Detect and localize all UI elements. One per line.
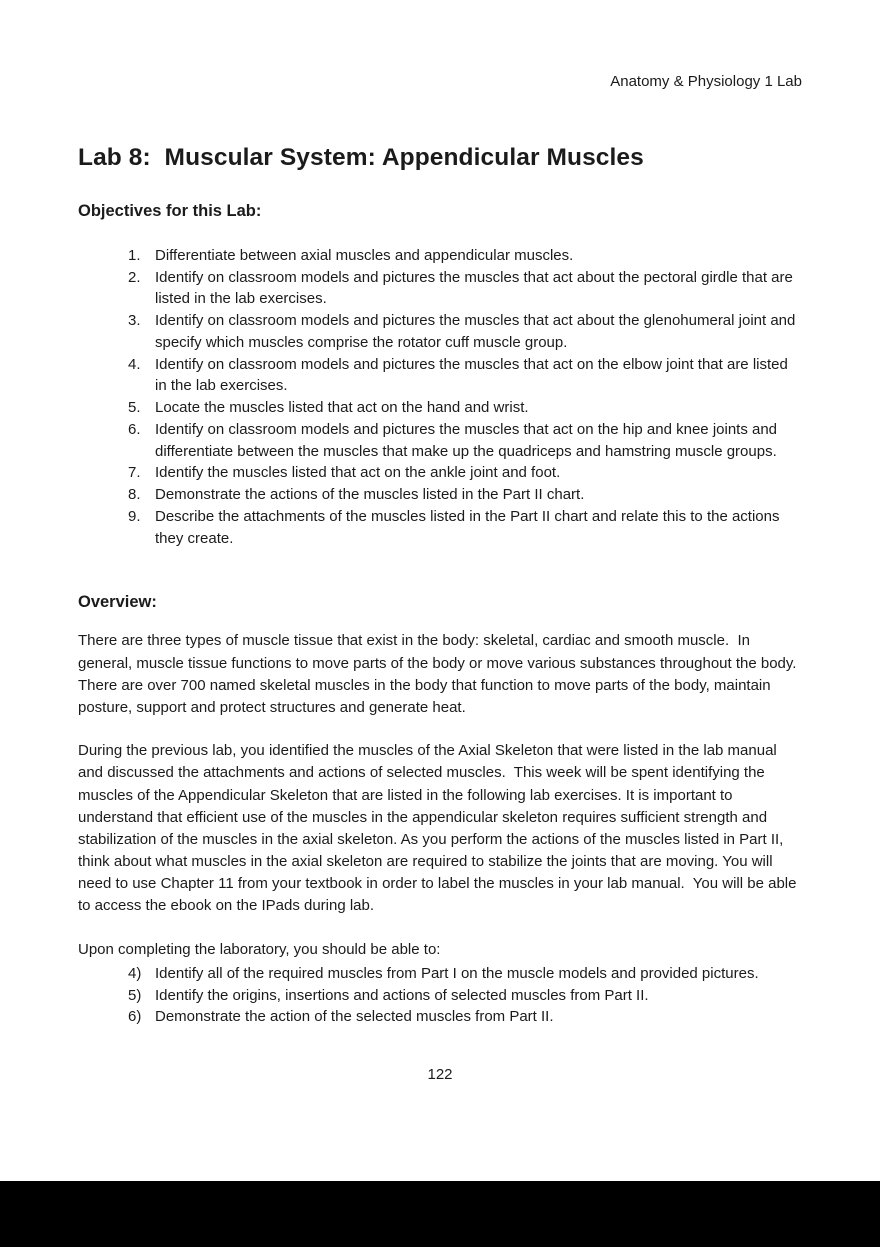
objective-item	[78, 267, 802, 311]
list-item-text: Describe the attachments of the muscles listed in the Part II chart and relate this to the actions they create.	[155, 507, 784, 547]
upon-completing-text: Upon completing the laboratory, you should be able to:	[78, 940, 441, 958]
list-item-text: Differentiate between axial muscles and appendicular muscles.	[155, 246, 574, 264]
objective-item	[78, 462, 802, 484]
objective-item	[78, 506, 802, 550]
list-marker: 4)	[128, 964, 142, 982]
list-marker: 2.	[128, 268, 141, 286]
list-item-text: Identify all of the required muscles from Part I on the muscle models and provided pictures.	[155, 964, 759, 982]
list-marker: 3.	[128, 312, 141, 330]
outcome-item	[78, 985, 802, 1007]
list-item-text: Identify the muscles listed that act on the ankle joint and foot.	[155, 464, 561, 482]
page-number: 122	[427, 1066, 453, 1083]
objective-item	[78, 245, 802, 267]
page-footer	[0, 1066, 880, 1083]
list-item-text: Demonstrate the action of the selected muscles from Part II.	[155, 1008, 554, 1026]
list-marker: 5.	[128, 399, 141, 417]
overview-paragraph-2: During the previous lab, you identified the muscles of the Axial Skeleton that were listed in the lab manual and discussed the attachments and actions of selected muscles. This week will be spent identifying the muscles of the Appendicular Skeleton that are listed in the following lab exercises. It is important to understand that efficient use of the muscles in the appendicular skeleton requires sufficient strength and stabilization of the muscles in the axial skeleton. As you perform the actions of the muscles listed in Part II, think about what muscles in the axial skeleton are required to stabilize the joints that are moving. You will need to use Chapter 11 from your textbook in order to label the muscles in your lab manual. You will be able to access the ebook on the IPads during lab.	[78, 742, 801, 915]
objective-item	[78, 419, 802, 463]
overview-paragraph-1: There are three types of muscle tissue that exist in the body: skeletal, cardiac and smooth muscle. In general, muscle tissue functions to move parts of the body or move various substances throughout the body. There are over 700 named skeletal muscles in the body that function to move parts of the body, maintain posture, support and protect structures and generate heat.	[78, 632, 805, 716]
objective-item	[78, 310, 802, 354]
list-marker: 4.	[128, 355, 141, 373]
objective-item	[78, 397, 802, 419]
list-item-text: Identify the origins, insertions and actions of selected muscles from Part II.	[155, 986, 649, 1004]
list-marker: 9.	[128, 507, 141, 525]
outcomes-list	[78, 963, 802, 1028]
list-marker: 7.	[128, 464, 141, 482]
outcome-item	[78, 963, 802, 985]
overview-heading: Overview:	[78, 593, 157, 612]
course-title: Anatomy & Physiology 1 Lab	[610, 72, 802, 90]
list-item-text: Locate the muscles listed that act on the hand and wrist.	[155, 399, 529, 417]
list-marker: 1.	[128, 246, 141, 264]
list-marker: 8.	[128, 486, 141, 504]
objective-item	[78, 484, 802, 506]
outcome-item	[78, 1006, 802, 1028]
list-item-text: Identify on classroom models and pictures the muscles that act about the pectoral girdle that are listed in the lab exercises.	[155, 268, 798, 308]
objectives-list	[78, 245, 802, 550]
lab-title: Lab 8: Muscular System: Appendicular Muscles	[78, 143, 644, 171]
list-marker: 6.	[128, 420, 141, 438]
list-item-text: Identify on classroom models and pictures the muscles that act about the glenohumeral joint and specify which muscles comprise the rotator cuff muscle group.	[155, 312, 800, 351]
objective-item	[78, 354, 802, 398]
bottom-black-bar	[0, 1181, 880, 1247]
list-marker: 6)	[128, 1008, 142, 1026]
list-item-text: Identify on classroom models and pictures the muscles that act on the hip and knee joints and differentiate between the muscles that make up the quadriceps and hamstring muscle groups.	[155, 420, 782, 460]
list-marker: 5)	[128, 986, 142, 1004]
page-header	[78, 52, 802, 111]
list-item-text: Identify on classroom models and pictures the muscles that act on the elbow joint that are listed in the lab exercises.	[155, 355, 793, 395]
list-item-text: Demonstrate the actions of the muscles listed in the Part II chart.	[155, 486, 585, 504]
objectives-heading: Objectives for this Lab:	[78, 201, 262, 220]
